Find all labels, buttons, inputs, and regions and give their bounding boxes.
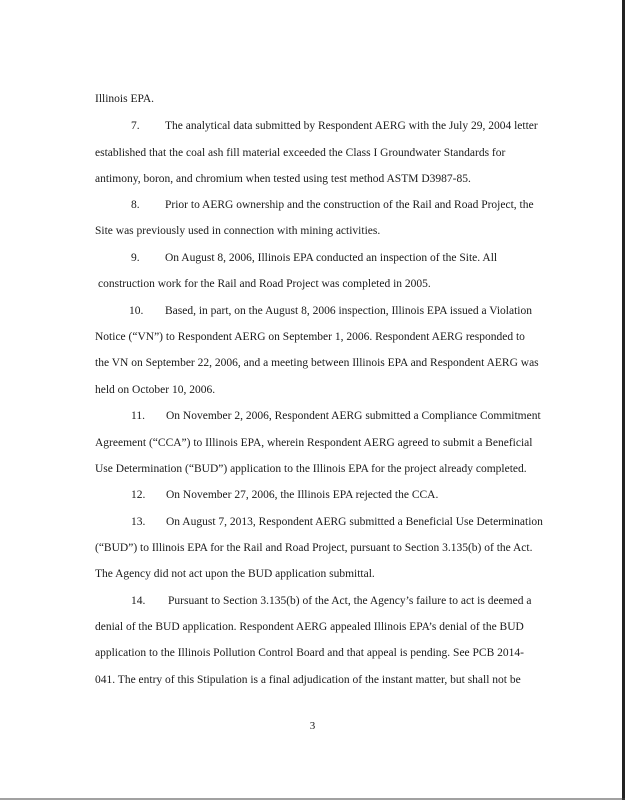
page-number: 3: [309, 720, 316, 732]
paragraph-number: 7.: [131, 120, 140, 132]
paragraph-number: 12.: [131, 489, 146, 501]
paragraph-number: 14.: [131, 595, 146, 607]
paragraph-number: 8.: [131, 199, 140, 211]
paragraph-number: 9.: [131, 252, 140, 264]
paragraph-number: 11.: [131, 410, 145, 422]
paragraph-number: 10.: [129, 305, 144, 317]
paragraph-number: 13.: [131, 516, 146, 528]
document-page: Illinois EPA. 7. The analytical data submitted by Respondent AERG with the July 29, 2004 letter established that the coal ash fill material exceeded the Class I Groundwater Standards for antimony, boron, and chromium when tested using test method ASTM D3987-85. 8. Prior to AERG ownership and the construction of the Rail and Road Project, the Site was previously used in connection with mining activities. 9. On August 8, 2006, Illinois EPA conducted an inspection of the Site. All construction work for the Rail and Road Project was completed in 2005. 10. Based, in part, on the August 8, 2006 inspection, Illinois EPA issued a Violation Notice (“VN”) to Respondent AERG on September 1, 2006. Respondent AERG responded to the VN on September 22, 2006, and a meeting between Illinois EPA and Respondent AERG was held on October 10, 2006. 11. On November 2, 2006, Respondent AERG submitted a Compliance Commitment Agreement (“CCA”) to Illinois EPA, wherein Respondent AERG agreed to submit a Beneficial Use Determination (“BUD”) application to the Illinois EPA for the project already completed. 12. On November 27, 2006, the Illinois EPA rejected the CCA. 13. On August 7, 2013, Respondent AERG submitted a Beneficial Use Determination (“BUD”) to Illinois EPA for the Rail and Road Project, pursuant to Section 3.135(b) of the Act. The Agency did not act upon the BUD application submittal. 14. Pursuant to Section 3.135(b) of the Act, the Agency’s failure to act is deemed a denial of the BUD application. Respondent AERG appealed Illinois EPA’s denial of the BUD application to the Illinois Pollution Control Board and that appeal is pending. See PCB 2014- 041. The entry of this Stipulation is a final adjudication of the instant matter, but shall not be 3: [0, 0, 625, 800]
